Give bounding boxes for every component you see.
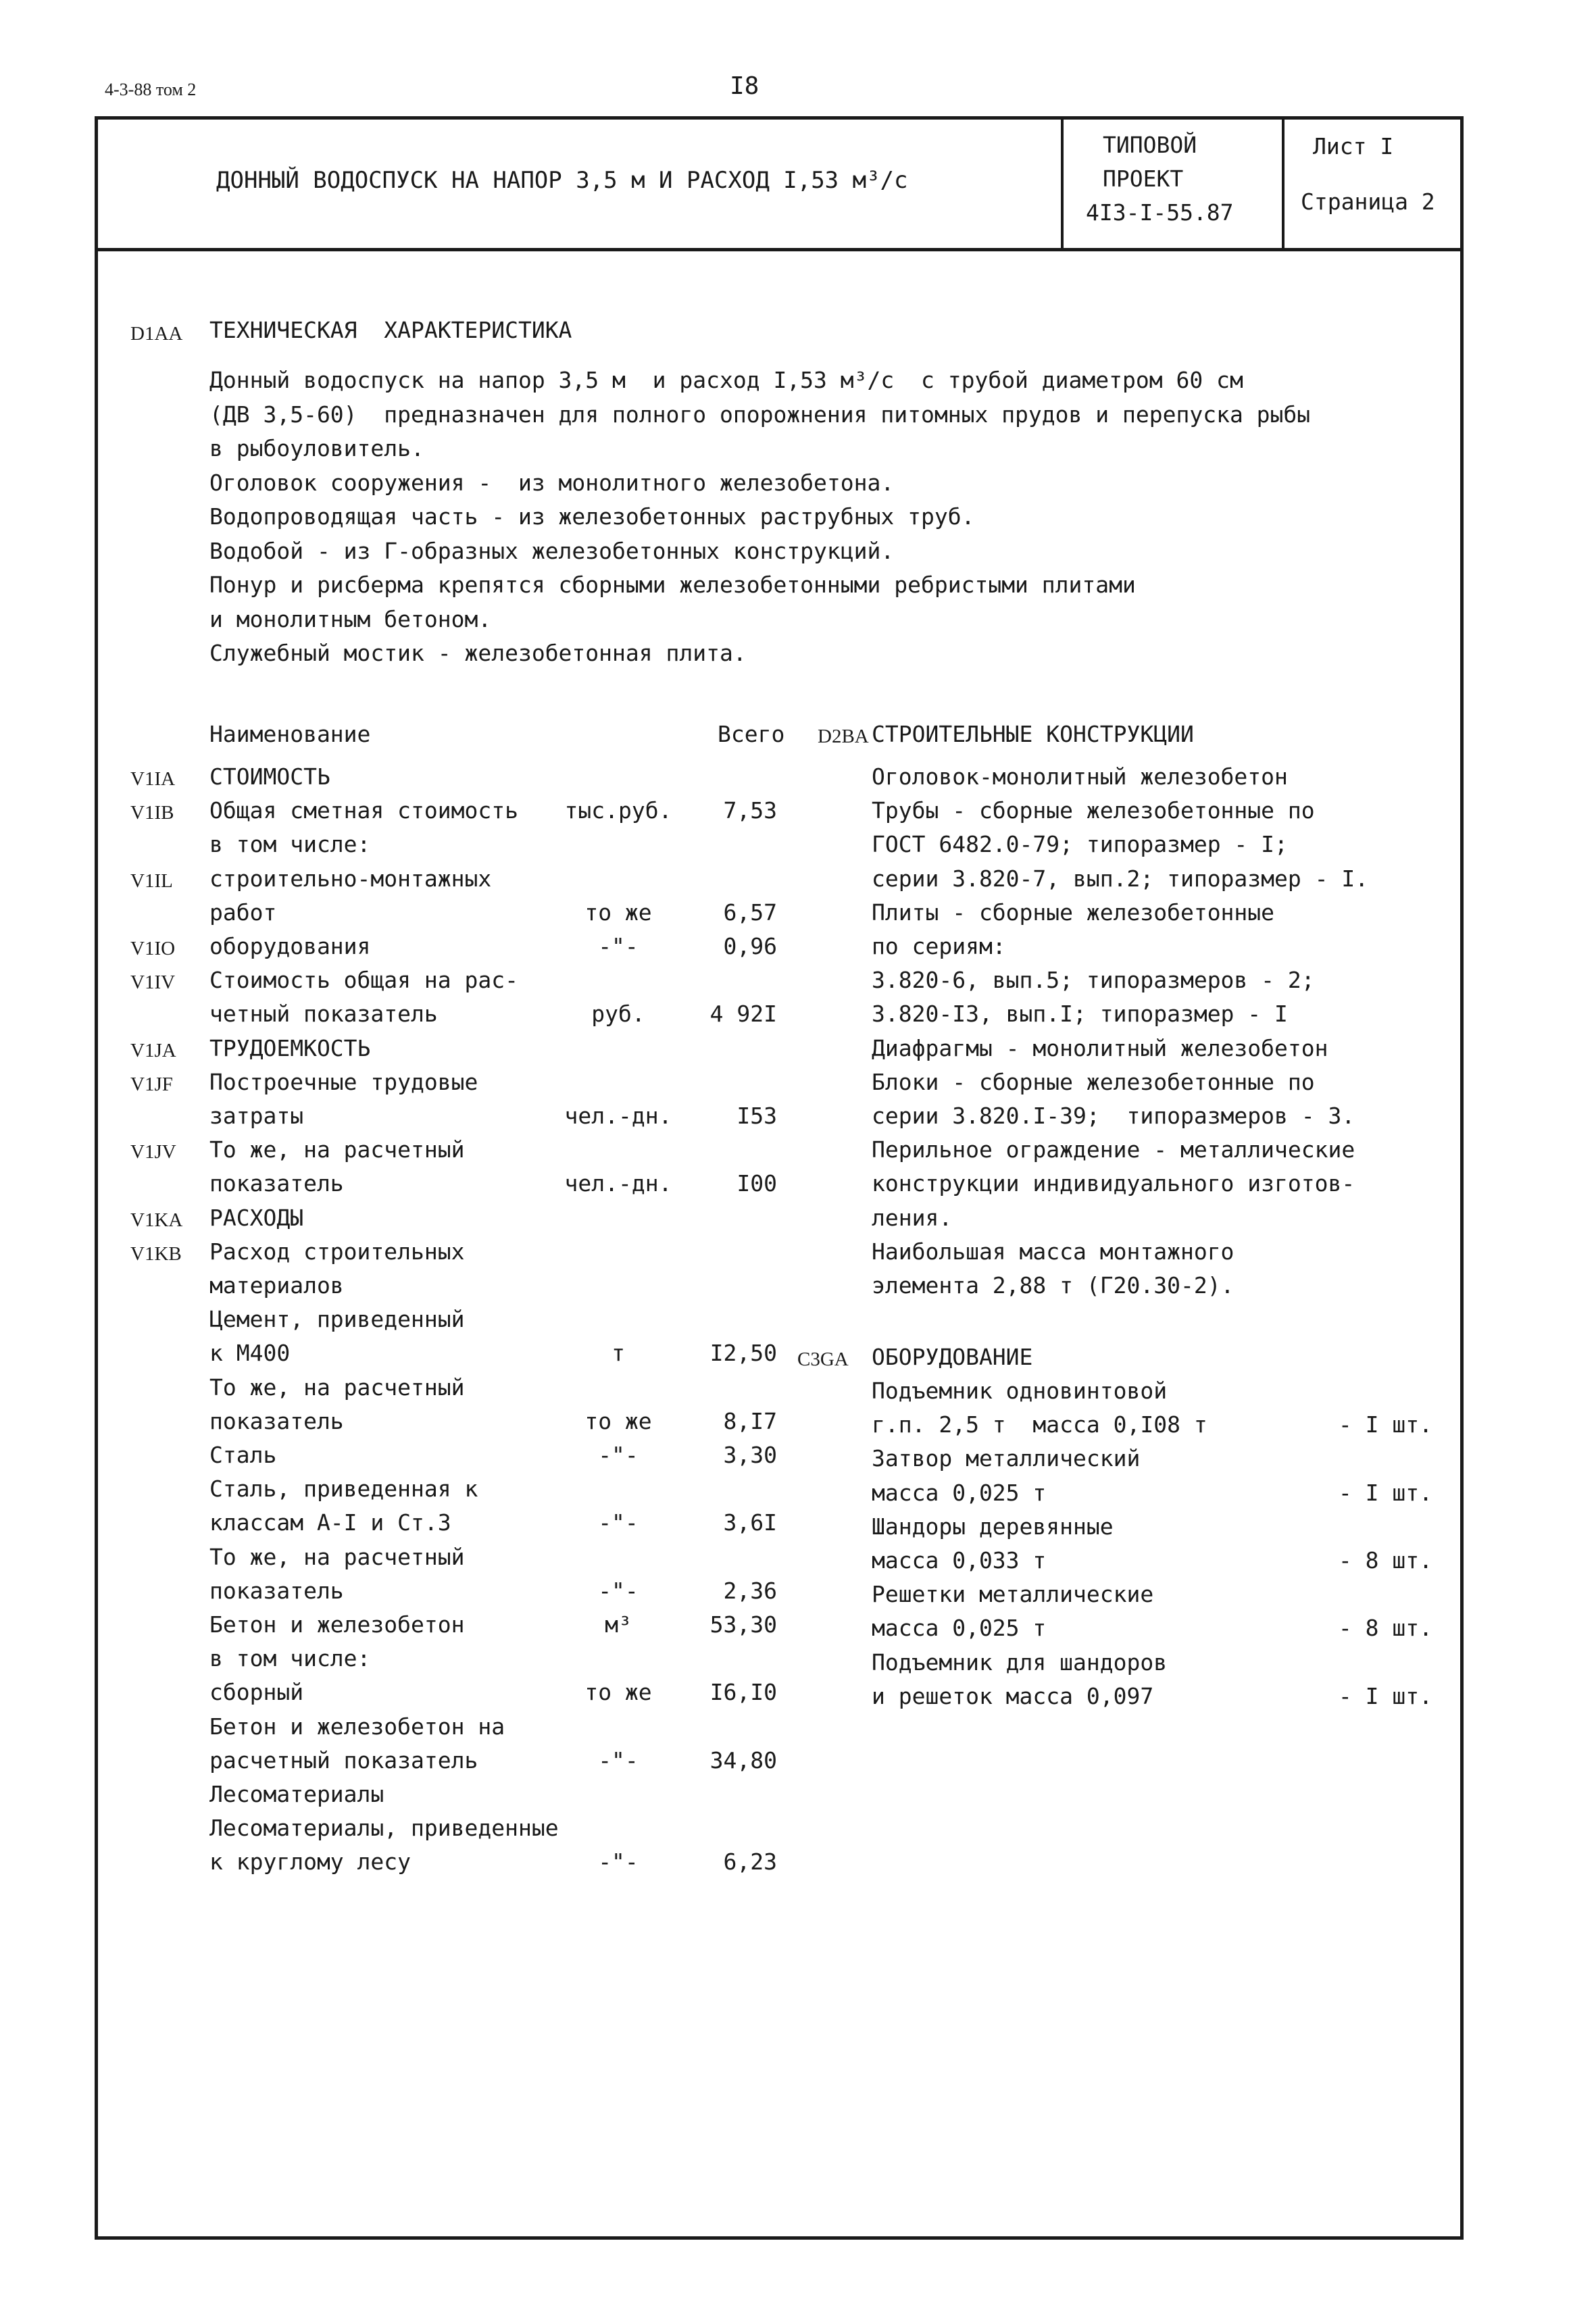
construction-line: Блоки - сборные железобетонные по	[872, 1068, 1315, 1095]
row-name: сборный	[209, 1679, 304, 1706]
row-value: I00	[737, 1170, 777, 1197]
row-code: V1JA	[130, 1039, 176, 1061]
equipment-code: C3GA	[797, 1349, 849, 1370]
equipment-line: г.п. 2,5 т масса 0,I08 т	[872, 1411, 1207, 1438]
row-unit: то же	[584, 899, 652, 926]
row-code: V1KB	[130, 1242, 182, 1265]
row-unit: -"-	[598, 1848, 639, 1876]
equipment-line: Подъемник для шандоров	[872, 1649, 1168, 1676]
document-title: ДОННЫЙ ВОДОСПУСК НА НАПОР 3,5 м И РАСХОД I,53 м³/с	[216, 167, 908, 194]
row-value: 0,96	[723, 933, 777, 959]
construction-line: 3.820-I3, вып.I; типоразмер - I	[872, 1001, 1288, 1028]
row-value: I2,50	[709, 1340, 777, 1367]
row-name: Лесоматериалы, приведенные	[209, 1815, 559, 1842]
construction-line: Перильное ограждение - металлические	[872, 1136, 1355, 1163]
row-name: Сталь	[209, 1442, 277, 1468]
tech-line: в рыбоуловитель.	[209, 435, 424, 461]
row-name: в том числе:	[209, 831, 371, 858]
row-code: V1IO	[130, 938, 176, 959]
equipment-qty: - I шт.	[1338, 1479, 1432, 1506]
tech-code: D1AA	[130, 323, 183, 345]
row-unit: чел.-дн.	[564, 1170, 672, 1197]
equipment-line: Решетки металлические	[872, 1581, 1154, 1608]
row-name: показатель	[209, 1407, 344, 1434]
row-name: То же, на расчетный	[209, 1374, 465, 1401]
row-name: затраты	[209, 1103, 304, 1129]
row-name: строительно-монтажных	[209, 865, 492, 892]
row-unit: -"-	[598, 1442, 639, 1468]
row-code: V1IL	[130, 870, 173, 892]
construction-line: Трубы - сборные железобетонные по	[872, 797, 1315, 824]
row-name: Расход строительных	[209, 1238, 465, 1265]
row-name: Сталь, приведенная к	[209, 1476, 478, 1503]
construction-line: Плиты - сборные железобетонные	[872, 899, 1275, 926]
sheet-number: Лист I	[1313, 133, 1394, 159]
row-name: показатель	[209, 1577, 344, 1604]
row-name: Общая сметная стоимость	[209, 797, 518, 824]
row-unit: чел.-дн.	[564, 1103, 672, 1129]
row-value: 6,57	[723, 899, 777, 926]
row-code: V1JV	[130, 1141, 176, 1163]
row-unit: -"-	[598, 1509, 639, 1536]
project-type-line2: ПРОЕКТ	[1103, 166, 1184, 192]
equipment-line: и решеток масса 0,097	[872, 1682, 1154, 1709]
construction-line: Наибольшая масса монтажного	[872, 1238, 1235, 1265]
header-col-divider-2	[1282, 116, 1285, 250]
row-name: Бетон и железобетон	[209, 1611, 465, 1638]
equipment-qty: - 8 шт.	[1338, 1615, 1432, 1642]
row-name: Цемент, приведенный	[209, 1306, 465, 1333]
equipment-qty: - I шт.	[1338, 1411, 1432, 1438]
construction-line: серии 3.820.I-39; типоразмеров - 3.	[872, 1103, 1355, 1129]
row-unit: -"-	[598, 1577, 639, 1604]
row-name: ТРУДОЕМКОСТЬ	[209, 1034, 371, 1061]
row-name: четный показатель	[209, 1001, 438, 1028]
row-name: показатель	[209, 1170, 344, 1197]
header-col-divider-1	[1061, 116, 1064, 250]
project-type-line1: ТИПОВОЙ	[1103, 132, 1197, 158]
row-name: СТОИМОСТЬ	[209, 763, 330, 790]
row-unit: руб.	[591, 1001, 645, 1028]
construction-line: элемента 2,88 т (Г20.30-2).	[872, 1272, 1235, 1299]
row-unit: т	[612, 1340, 625, 1367]
row-code: V1IV	[130, 972, 176, 994]
row-value: 53,30	[709, 1611, 777, 1638]
tech-line: Водопроводящая часть - из железобетонных раструбных труб.	[209, 503, 975, 530]
row-name: к М400	[209, 1340, 291, 1367]
row-value: 3,30	[723, 1442, 777, 1468]
tech-line: Водобой - из Г-образных железобетонных конструкций.	[209, 537, 895, 564]
row-unit: то же	[584, 1679, 652, 1706]
tech-line: Оголовок сооружения - из монолитного железобетона.	[209, 469, 895, 496]
equipment-qty: - I шт.	[1338, 1682, 1432, 1709]
constructions-code: D2BA	[818, 726, 869, 747]
tech-line: Служебный мостик - железобетонная плита.	[209, 640, 747, 666]
construction-line: серии 3.820-7, вып.2; типоразмер - I.	[872, 865, 1369, 892]
construction-line: Диафрагмы - монолитный железобетон	[872, 1034, 1328, 1061]
row-name: работ	[209, 899, 277, 926]
row-name: расчетный показатель	[209, 1746, 478, 1774]
row-name: Стоимость общая на рас-	[209, 967, 518, 994]
row-value: 3,6I	[723, 1509, 777, 1536]
equipment-line: Шандоры деревянные	[872, 1513, 1114, 1540]
row-value: 6,23	[723, 1848, 777, 1876]
construction-line: ГОСТ 6482.0-79; типоразмер - I;	[872, 831, 1288, 858]
row-name: Бетон и железобетон на	[209, 1713, 505, 1740]
row-name: к круглому лесу	[209, 1848, 412, 1876]
construction-line: 3.820-6, вып.5; типоразмеров - 2;	[872, 967, 1315, 994]
row-unit: -"-	[598, 1746, 639, 1774]
row-code: V1KA	[130, 1209, 183, 1231]
row-value: I53	[737, 1103, 777, 1129]
tech-title: ТЕХНИЧЕСКАЯ ХАРАКТЕРИСТИКА	[209, 317, 572, 343]
construction-line: по сериям:	[872, 933, 1006, 959]
row-value: 8,I7	[723, 1407, 777, 1434]
equipment-line: масса 0,033 т	[872, 1547, 1047, 1574]
equipment-line: Затвор металлический	[872, 1445, 1141, 1472]
page-label: Страница 2	[1301, 188, 1435, 215]
row-name: То же, на расчетный	[209, 1543, 465, 1570]
equipment-line: масса 0,025 т	[872, 1479, 1047, 1506]
row-name: классам А-I и Ст.3	[209, 1509, 451, 1536]
row-value: 4 92I	[709, 1001, 777, 1028]
construction-line: конструкции индивидуального изготов-	[872, 1170, 1355, 1197]
row-unit: тыс.руб.	[564, 797, 672, 824]
row-code: V1IB	[130, 802, 174, 824]
construction-line: ления.	[872, 1204, 953, 1231]
row-code: V1IA	[130, 768, 176, 790]
tech-line: и монолитным бетоном.	[209, 605, 492, 632]
construction-line: Оголовок-монолитный железобетон	[872, 763, 1288, 790]
equipment-line: масса 0,025 т	[872, 1615, 1047, 1642]
row-name: Лесоматериалы	[209, 1781, 384, 1807]
col-header-total: Всего	[718, 721, 785, 747]
equipment-line: Подъемник одновинтовой	[872, 1378, 1168, 1404]
row-unit: то же	[584, 1407, 652, 1434]
constructions-title: СТРОИТЕЛЬНЫЕ КОНСТРУКЦИИ	[872, 721, 1194, 747]
row-name: в том числе:	[209, 1645, 371, 1672]
page-number: I8	[730, 72, 759, 100]
header-divider	[95, 248, 1464, 251]
corner-label: 4-3-88 том 2	[105, 80, 197, 99]
row-name: Построечные трудовые	[209, 1068, 478, 1095]
equipment-title: ОБОРУДОВАНИЕ	[872, 1344, 1033, 1370]
equipment-qty: - 8 шт.	[1338, 1547, 1432, 1574]
row-value: 2,36	[723, 1577, 777, 1604]
tech-line: Понур и рисберма крепятся сборными железобетонными ребристыми плитами	[209, 572, 1136, 598]
row-code: V1JF	[130, 1073, 173, 1095]
col-header-name: Наименование	[209, 721, 371, 747]
project-number: 4I3-I-55.87	[1086, 199, 1234, 226]
row-value: I6,I0	[709, 1679, 777, 1706]
row-name: материалов	[209, 1272, 344, 1299]
row-name: РАСХОДЫ	[209, 1204, 304, 1231]
row-unit: м³	[605, 1611, 632, 1638]
row-value: 34,80	[709, 1746, 777, 1774]
row-unit: -"-	[598, 933, 639, 959]
tech-line: (ДВ 3,5-60) предназначен для полного опорожнения питомных прудов и перепуска рыбы	[209, 401, 1311, 428]
tech-line: Донный водоспуск на напор 3,5 м и расход I,53 м³/с с трубой диаметром 60 см	[209, 367, 1243, 393]
row-name: То же, на расчетный	[209, 1136, 465, 1163]
row-name: оборудования	[209, 933, 371, 959]
row-value: 7,53	[723, 797, 777, 824]
